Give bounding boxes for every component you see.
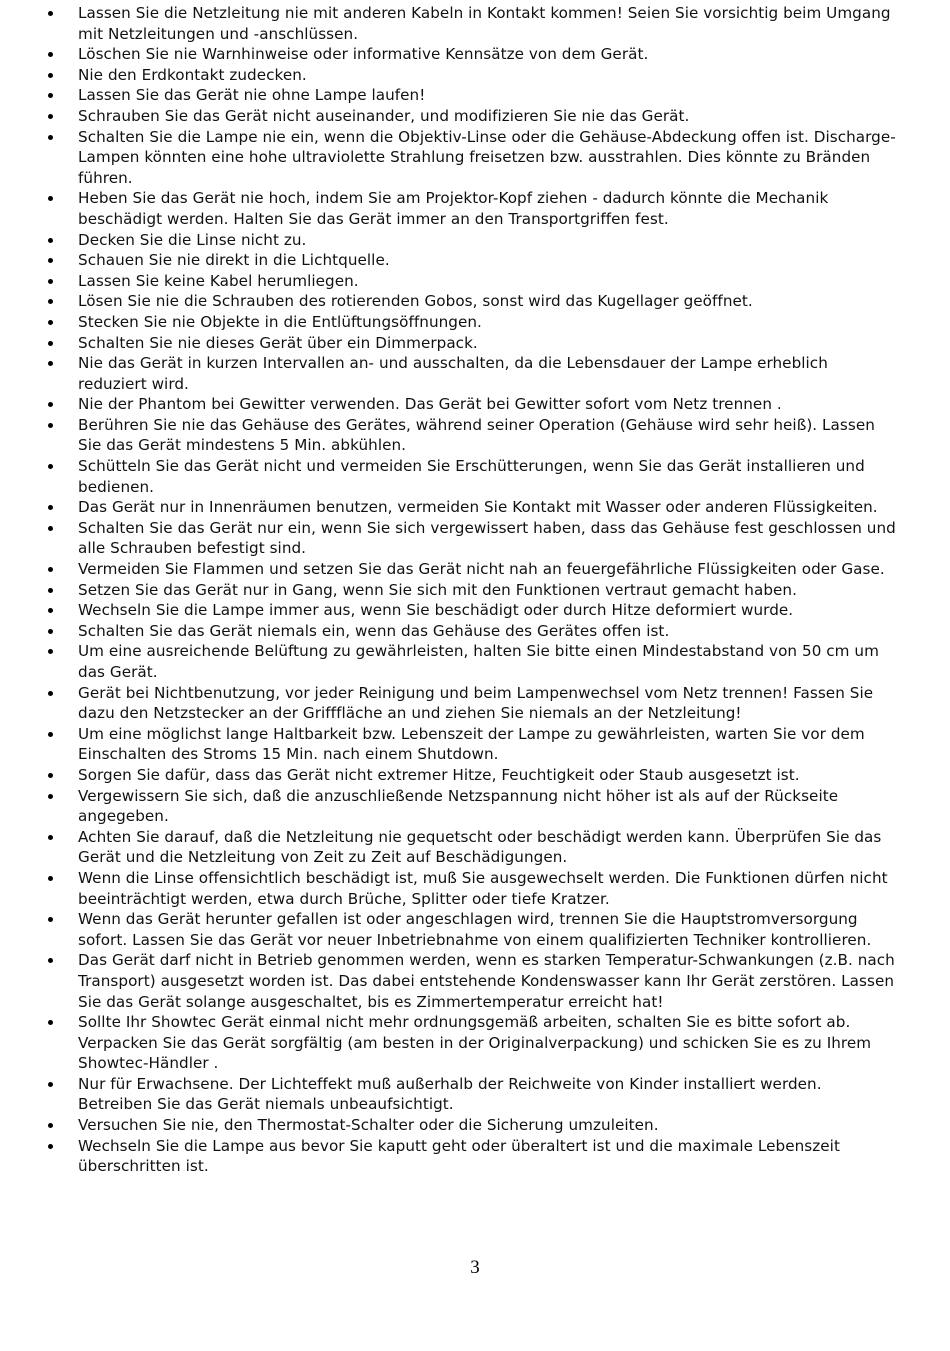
- list-item: Um eine möglichst lange Haltbarkeit bzw. Lebenszeit der Lampe zu gewährleisten, warten Sie vor dem Einschalten des Stroms 15 Min. nach einem Shutdown.: [78, 724, 898, 765]
- list-item: Setzen Sie das Gerät nur in Gang, wenn Sie sich mit den Funktionen vertraut gemacht haben.: [78, 580, 898, 601]
- list-item: Decken Sie die Linse nicht zu.: [78, 230, 898, 251]
- list-item: Löschen Sie nie Warnhinweise oder informative Kennsätze von dem Gerät.: [78, 44, 898, 65]
- list-item: Schalten Sie die Lampe nie ein, wenn die Objektiv-Linse oder die Gehäuse-Abdeckung offen ist. Discharge-Lampen könnten eine hohe ultraviolette Strahlung freisetzen bzw. ausstrahlen. Dies könnte zu Bränden führen.: [78, 127, 898, 189]
- list-item: Lassen Sie die Netzleitung nie mit anderen Kabeln in Kontakt kommen! Seien Sie vorsichtig beim Umgang mit Netzleitungen und -anschlüssen.: [78, 3, 898, 44]
- list-item: Nur für Erwachsene. Der Lichteffekt muß außerhalb der Reichweite von Kinder installiert werden. Betreiben Sie das Gerät niemals unbeaufsichtigt.: [78, 1074, 898, 1115]
- list-item: Schrauben Sie das Gerät nicht auseinander, und modifizieren Sie nie das Gerät.: [78, 106, 898, 127]
- list-item: Nie das Gerät in kurzen Intervallen an- und ausschalten, da die Lebensdauer der Lampe erheblich reduziert wird.: [78, 353, 898, 394]
- list-item: Berühren Sie nie das Gehäuse des Gerätes, während seiner Operation (Gehäuse wird sehr heiß). Lassen Sie das Gerät mindestens 5 Min. abkühlen.: [78, 415, 898, 456]
- list-item: Schalten Sie nie dieses Gerät über ein Dimmerpack.: [78, 333, 898, 354]
- list-item: Wenn die Linse offensichtlich beschädigt ist, muß Sie ausgewechselt werden. Die Funktionen dürfen nicht beeinträchtigt werden, etwa durch Brüche, Splitter oder tiefe Kratzer.: [78, 868, 898, 909]
- list-item: Stecken Sie nie Objekte in die Entlüftungsöffnungen.: [78, 312, 898, 333]
- list-item: Lassen Sie keine Kabel herumliegen.: [78, 271, 898, 292]
- list-item: Lassen Sie das Gerät nie ohne Lampe laufen!: [78, 85, 898, 106]
- list-item: Heben Sie das Gerät nie hoch, indem Sie am Projektor-Kopf ziehen - dadurch könnte die Mechanik beschädigt werden. Halten Sie das Gerät immer an den Transportgriffen fest.: [78, 188, 898, 229]
- list-item: Um eine ausreichende Belüftung zu gewährleisten, halten Sie bitte einen Mindestabstand von 50 cm um das Gerät.: [78, 641, 898, 682]
- list-item: Nie der Phantom bei Gewitter verwenden. Das Gerät bei Gewitter sofort vom Netz trennen .: [78, 394, 898, 415]
- list-item: Schauen Sie nie direkt in die Lichtquelle.: [78, 250, 898, 271]
- list-item: Versuchen Sie nie, den Thermostat-Schalter oder die Sicherung umzuleiten.: [78, 1115, 898, 1136]
- list-item: Das Gerät nur in Innenräumen benutzen, vermeiden Sie Kontakt mit Wasser oder anderen Flüssigkeiten.: [78, 497, 898, 518]
- list-item: Sorgen Sie dafür, dass das Gerät nicht extremer Hitze, Feuchtigkeit oder Staub ausgesetzt ist.: [78, 765, 898, 786]
- list-item: Schütteln Sie das Gerät nicht und vermeiden Sie Erschütterungen, wenn Sie das Gerät installieren und bedienen.: [78, 456, 898, 497]
- list-item: Nie den Erdkontakt zudecken.: [78, 65, 898, 86]
- list-item: Wechseln Sie die Lampe aus bevor Sie kaputt geht oder überaltert ist und die maximale Lebenszeit überschritten ist.: [78, 1136, 898, 1177]
- safety-bullet-list: [78, 3, 898, 1177]
- list-item: Das Gerät darf nicht in Betrieb genommen werden, wenn es starken Temperatur-Schwankungen (z.B. nach Transport) ausgesetzt worden ist. Das dabei entstehende Kondenswasser kann Ihr Gerät zerstören. Lassen Sie das Gerät solange ausgeschaltet, bis es Zimmertemperatur erreicht hat!: [78, 950, 898, 1012]
- list-item: Lösen Sie nie die Schrauben des rotierenden Gobos, sonst wird das Kugellager geöffnet.: [78, 291, 898, 312]
- list-item: Schalten Sie das Gerät nur ein, wenn Sie sich vergewissert haben, dass das Gehäuse fest geschlossen und alle Schrauben befestigt sind.: [78, 518, 898, 559]
- list-item: Wechseln Sie die Lampe immer aus, wenn Sie beschädigt oder durch Hitze deformiert wurde.: [78, 600, 898, 621]
- list-item: Achten Sie darauf, daß die Netzleitung nie gequetscht oder beschädigt werden kann. Überprüfen Sie das Gerät und die Netzleitung von Zeit zu Zeit auf Beschädigungen.: [78, 827, 898, 868]
- list-item: Wenn das Gerät herunter gefallen ist oder angeschlagen wird, trennen Sie die Hauptstromversorgung sofort. Lassen Sie das Gerät vor neuer Inbetriebnahme von einem qualifizierten Techniker kontrollieren.: [78, 909, 898, 950]
- page-number: 3: [470, 1257, 480, 1278]
- list-item: Vermeiden Sie Flammen und setzen Sie das Gerät nicht nah an feuergefährliche Flüssigkeiten oder Gase.: [78, 559, 898, 580]
- list-item: Vergewissern Sie sich, daß die anzuschließende Netzspannung nicht höher ist als auf der Rückseite angegeben.: [78, 786, 898, 827]
- list-item: Sollte Ihr Showtec Gerät einmal nicht mehr ordnungsgemäß arbeiten, schalten Sie es bitte sofort ab. Verpacken Sie das Gerät sorgfältig (am besten in der Originalverpackung) und schicken Sie es zu Ihrem Showtec-Händler .: [78, 1012, 898, 1074]
- list-item: Schalten Sie das Gerät niemals ein, wenn das Gehäuse des Gerätes offen ist.: [78, 621, 898, 642]
- list-item: Gerät bei Nichtbenutzung, vor jeder Reinigung und beim Lampenwechsel vom Netz trennen! Fassen Sie dazu den Netzstecker an der Grifffläche an und ziehen Sie niemals an der Netzleitung!: [78, 683, 898, 724]
